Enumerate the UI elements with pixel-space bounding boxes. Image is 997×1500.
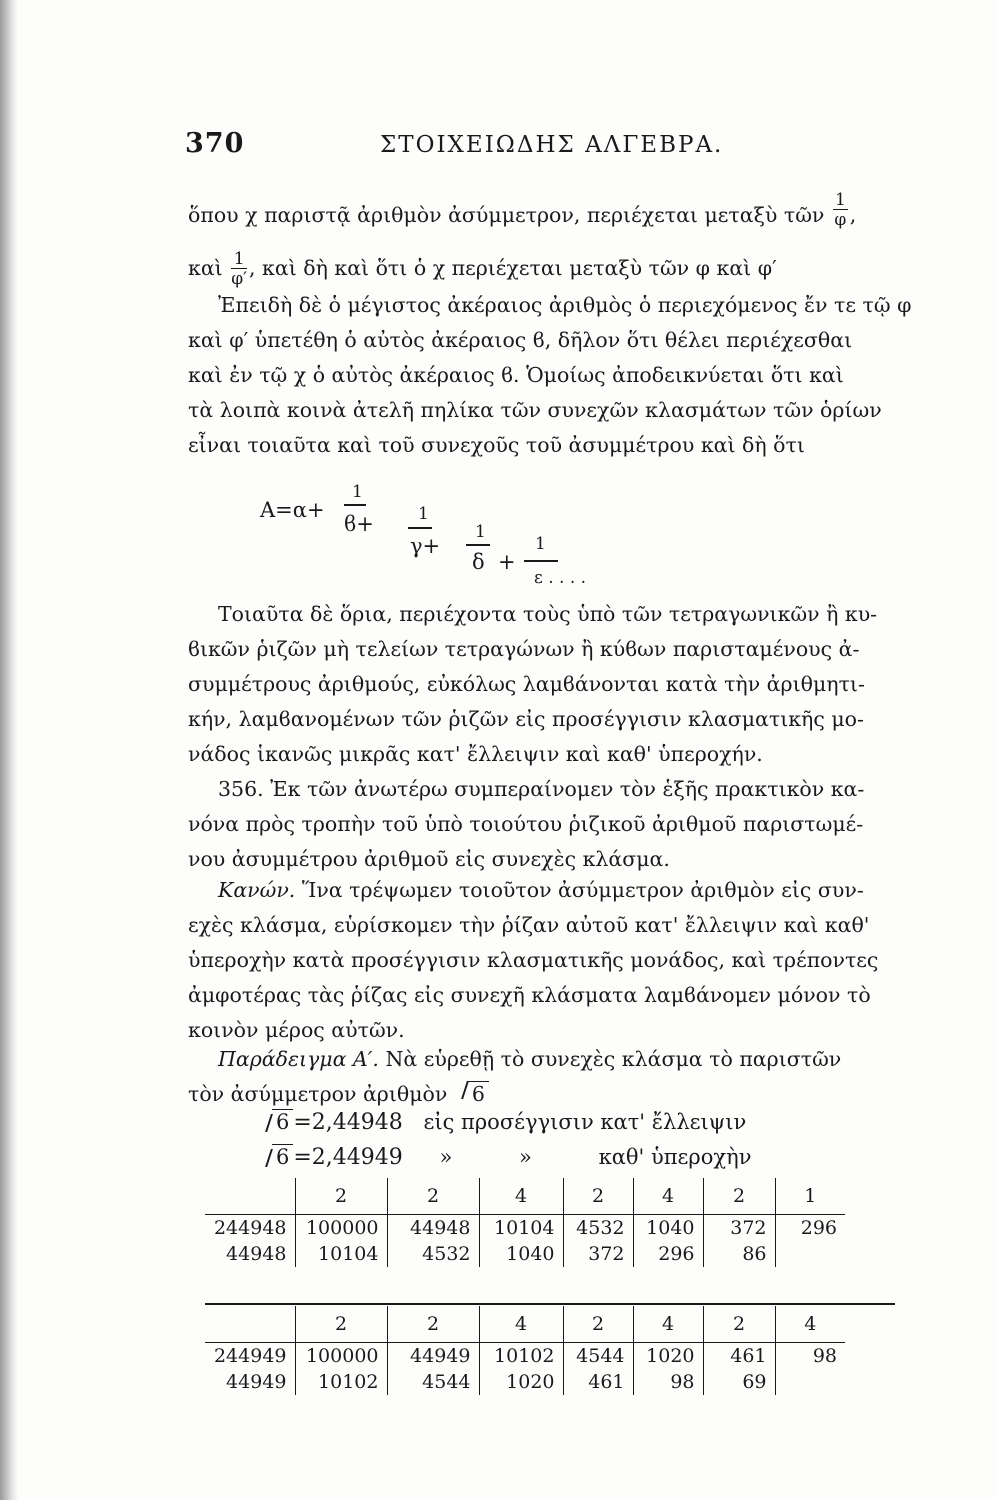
- table-cell: 372: [563, 1241, 633, 1267]
- approximation-excess: 6 =2,44949 » » καθ' ὑπεροχὴν: [258, 1145, 751, 1170]
- table-cell: 461: [703, 1343, 775, 1370]
- text-line: τὸν ἀσύμμετρον ἀριθμὸν 6: [188, 1077, 908, 1112]
- table-divider: [205, 1303, 895, 1305]
- table-cell: [775, 1369, 845, 1395]
- quotient-cell: 2: [295, 1178, 387, 1215]
- table-cell: 244948: [205, 1215, 295, 1242]
- text-line: κοινὸν μέρος αὐτῶν.: [188, 1018, 405, 1042]
- table-cell: 10104: [295, 1241, 387, 1267]
- quotient-cell: 2: [563, 1178, 633, 1215]
- quotient-row: [205, 1178, 845, 1215]
- square-root: 6: [258, 1145, 293, 1169]
- text-line: εχὲς κλάσμα, εὑρίσκομεν τὴν ῥίζαν αὐτοῦ κατ' ἔλλειψιν καὶ καθ': [188, 913, 870, 937]
- text-line: ἀμφοτέρας τὰς ῥίζας εἰς συνεχῆ κλάσματα λαμϐάνομεν μόνον τὸ: [188, 983, 871, 1007]
- text-line: Τοιαῦτα δὲ ὅρια, περιέχοντα τοὺς ὑπὸ τῶν τετραγωνικῶν ἢ κυ-: [218, 602, 878, 626]
- dividend-row: [205, 1343, 845, 1370]
- running-title: ΣΤΟΙΧΕΙΩΔΗΣ ΑΛΓΕΒΡΑ.: [380, 132, 724, 158]
- table-cell: 44948: [226, 1243, 287, 1265]
- text-line: ὅπου χ παριστᾷ ἀριθμὸν ἀσύμμετρον, περιέχεται μεταξὺ τῶν $\frac{1}{\varphi}$ ,: [188, 190, 857, 230]
- table-cell: 461: [563, 1369, 633, 1395]
- example-label: Παράδειγμα Α′.: [218, 1047, 379, 1071]
- continued-fraction-formula: A=α+ 1 ϐ+ 1 γ+ 1 δ + 1 ε . . . .: [260, 482, 587, 588]
- page-header: [185, 128, 890, 168]
- text-line: συμμέτρους ἀριθμούς, εὐκόλως λαμϐάνονται κατὰ τὴν ἀριθμητι-: [188, 672, 865, 696]
- table-cell: 44949: [226, 1371, 287, 1393]
- text-line: τὰ λοιπὰ κοινὰ ἀτελῆ πηλίκα τῶν συνεχῶν κλασμάτων τῶν ὁρίων: [188, 398, 882, 422]
- text-line: νόνα πρὸς τροπὴν τοῦ ὑπὸ τοιούτου ῥιζικοῦ ἀριθμοῦ παριστωμέ-: [188, 812, 864, 836]
- paragraph-356: [188, 772, 908, 877]
- table-cell: 10104: [479, 1215, 563, 1242]
- text-line: καὶ ἐν τῷ χ ὁ αὐτὸς ἀκέραιος ϐ. Ὁμοίως ἀποδεικνύεται ὅτι καὶ: [188, 363, 844, 387]
- fraction: $\frac{1}{\varphi'}$: [231, 249, 247, 289]
- text-line: νάδος ἱκανῶς μικρᾶς κατ' ἔλλειψιν καὶ καθ' ὑπεροχήν.: [188, 742, 763, 766]
- table-cell: 86: [703, 1241, 775, 1267]
- division-table-excess: [205, 1306, 845, 1395]
- table-cell: 98: [775, 1343, 845, 1370]
- paragraph-1: [188, 190, 912, 463]
- table-cell: 1040: [633, 1215, 703, 1242]
- fraction: $\frac{1}{\varphi}$: [834, 190, 847, 230]
- quotient-cell: 1: [775, 1178, 845, 1215]
- table-cell: 4532: [563, 1215, 633, 1242]
- page-binding-edge: [0, 0, 18, 1500]
- fraction-bar: [466, 544, 490, 546]
- quotient-cell: 4: [479, 1178, 563, 1215]
- quotient-cell: 4: [479, 1306, 563, 1343]
- table-cell: [775, 1241, 845, 1267]
- text-line: νου ἀσυμμέτρου ἀριθμοῦ εἰς συνεχὲς κλάσμα.: [188, 847, 670, 871]
- table-cell: 1040: [479, 1241, 563, 1267]
- rule-label: Κανών.: [218, 878, 296, 902]
- text-line: εἶναι τοιαῦτα καὶ τοῦ συνεχοῦς τοῦ ἀσυμμέτρου καὶ δὴ ὅτι: [188, 433, 805, 457]
- table-cell: 1020: [633, 1343, 703, 1370]
- text-line: Κανών. Ἵνα τρέψωμεν τοιοῦτον ἀσύμμετρον ἀριθμὸν εἰς συν-: [218, 878, 864, 902]
- quotient-cell: 2: [295, 1306, 387, 1343]
- text-line: ὑπεροχὴν κατὰ προσέγγισιν κλασματικῆς μονάδος, καὶ τρέποντες: [188, 948, 879, 972]
- product-row: [205, 1241, 845, 1267]
- table-cell: 4544: [563, 1343, 633, 1370]
- approximation-deficit: 6 =2,44948 εἰς προσέγγισιν κατ' ἔλλειψιν: [258, 1110, 746, 1135]
- table-cell: 296: [775, 1215, 845, 1242]
- square-root: 6: [454, 1077, 489, 1112]
- fraction-bar: [524, 560, 558, 562]
- quotient-cell: 4: [633, 1178, 703, 1215]
- paragraph-2: [188, 597, 908, 772]
- table-cell: 10102: [479, 1343, 563, 1370]
- table-cell: 100000: [295, 1215, 387, 1242]
- quotient-cell: 2: [387, 1178, 479, 1215]
- quotient-cell: 2: [703, 1306, 775, 1343]
- table-cell: 296: [633, 1241, 703, 1267]
- quotient-row: [205, 1306, 845, 1343]
- division-table-deficit: [205, 1178, 845, 1267]
- text-line: καὶ $\frac{1}{\varphi'}$ , καὶ δὴ καὶ ὅτι ὁ χ περιέχεται μεταξὺ τῶν φ καὶ φ′: [188, 249, 777, 289]
- table-cell: 4532: [387, 1241, 479, 1267]
- fraction-bar: [408, 527, 432, 529]
- dividend-row: [205, 1215, 845, 1242]
- table-cell: 10102: [295, 1369, 387, 1395]
- table-cell: 372: [703, 1215, 775, 1242]
- table-cell: 44948: [387, 1215, 479, 1242]
- text-line: 356. Ἐκ τῶν ἀνωτέρω συμπεραίνομεν τὸν ἑξῆς πρακτικὸν κα-: [218, 777, 865, 801]
- text-line: καὶ φ′ ὑπετέθη ὁ αὐτὸς ἀκέραιος ϐ, δῆλον ὅτι θέλει περιέχεσθαι: [188, 328, 853, 352]
- table-cell: 4544: [387, 1369, 479, 1395]
- product-row: [205, 1369, 845, 1395]
- quotient-cell: 2: [703, 1178, 775, 1215]
- quotient-cell: 4: [633, 1306, 703, 1343]
- table-cell: 69: [703, 1369, 775, 1395]
- text-line: κήν, λαμϐανομένων τῶν ῥιζῶν εἰς προσέγγισιν κλασματικῆς μο-: [188, 707, 864, 731]
- quotient-cell: 4: [775, 1306, 845, 1343]
- text-line: ϐικῶν ῥιζῶν μὴ τελείων τετραγώνων ἢ κύϐων παρισταμένους ἀ-: [188, 637, 860, 661]
- table-cell: 98: [633, 1369, 703, 1395]
- quotient-cell: 2: [387, 1306, 479, 1343]
- paragraph-rule: [188, 873, 908, 1048]
- table-cell: 1020: [479, 1369, 563, 1395]
- table-cell: 44949: [387, 1343, 479, 1370]
- table-cell: 244949: [205, 1343, 295, 1370]
- text-line: Ἐπειδὴ δὲ ὁ μέγιστος ἀκέραιος ἀριθμὸς ὁ περιεχόμενος ἔν τε τῷ φ: [218, 293, 912, 317]
- quotient-cell: 2: [563, 1306, 633, 1343]
- page-number: 370: [185, 128, 245, 159]
- text-line: Παράδειγμα Α′. Νὰ εὑρεθῇ τὸ συνεχὲς κλάσμα τὸ παριστῶν: [218, 1047, 842, 1071]
- table-cell: 100000: [295, 1343, 387, 1370]
- paragraph-example: [188, 1042, 908, 1112]
- square-root: 6: [258, 1110, 293, 1134]
- fraction-bar: [344, 504, 366, 506]
